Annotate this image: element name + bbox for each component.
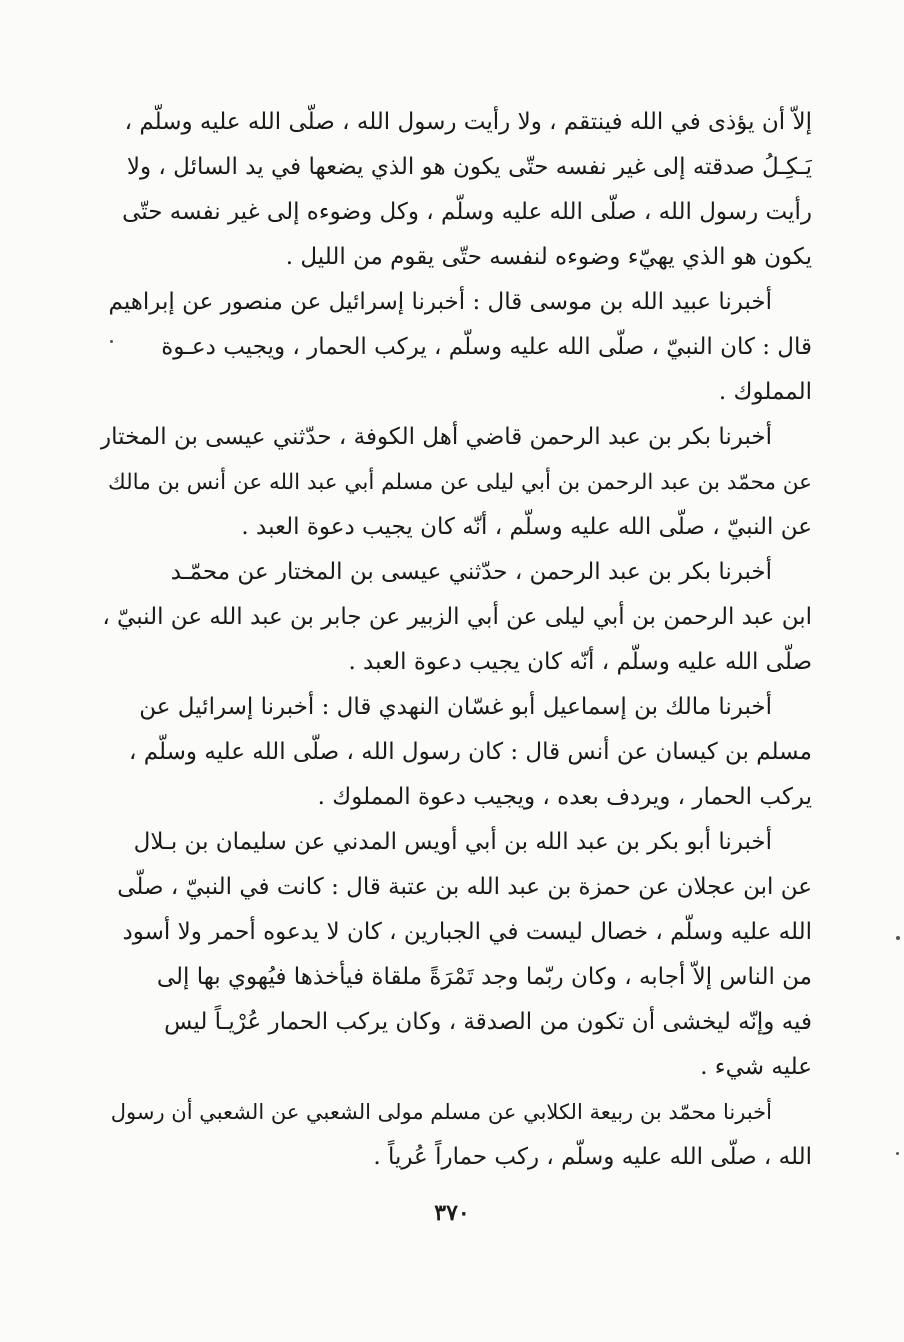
text-line: قال : كان النبيّ ، صلّى الله عليه وسلّم ، يركب الحمار ، ويجيب دعـوة — [161, 334, 812, 360]
text-line: من الناس إلاّ أجابه ، وكان ربّما وجد تَمْرَةً ملقاة فيأخذها فيُهوي بها إلى — [156, 964, 812, 990]
page-body — [100, 100, 812, 1180]
text-line: عن ابن عجلان عن حمزة بن عبد الله بن عتبة قال : كانت في النبيّ ، صلّى — [117, 874, 812, 900]
paragraph-2 — [100, 280, 812, 415]
text-line: مسلم بن كيسان عن أنس قال : كان رسول الله ، صلّى الله عليه وسلّم ، — [128, 739, 812, 765]
paragraph-3 — [100, 415, 812, 550]
paragraph-5 — [100, 685, 812, 820]
text-line: أخبرنا محمّد بن ربيعة الكلابي عن مسلم مولى الشعبي عن الشعبي أن رسول — [110, 1100, 772, 1124]
text-line: يكون هو الذي يهيّء وضوءه لنفسه حتّى يقوم من الليل . — [285, 244, 812, 270]
text-line: يركب الحمار ، ويردف بعده ، ويجيب دعوة المملوك . — [317, 784, 812, 810]
text-line: الله عليه وسلّم ، خصال ليست في الجبارين ، كان لا يدعوه أحمر ولا أسود — [122, 919, 812, 945]
paragraph-7 — [100, 1090, 812, 1180]
text-line: ابن عبد الرحمن بن أبي ليلى عن أبي الزبير عن جابر بن عبد الله عن النبيّ ، — [102, 604, 812, 630]
scan-speck — [896, 936, 900, 940]
text-line: أخبرنا مالك بن إسماعيل أبو غسّان النهدي قال : أخبرنا إسرائيل عن — [139, 694, 772, 720]
text-line: أخبرنا أبو بكر بن عبد الله بن أبي أويس المدني عن سليمان بن بـلال — [133, 829, 772, 855]
paragraph-1 — [100, 100, 812, 280]
paragraph-4 — [100, 550, 812, 685]
text-line: الله ، صلّى الله عليه وسلّم ، ركب حماراً عُرياً . — [373, 1144, 812, 1170]
scan-speck — [110, 340, 113, 343]
text-line: أخبرنا عبيد الله بن موسى قال : أخبرنا إسرائيل عن منصور عن إبراهيم — [108, 289, 772, 315]
text-line: يَـكِـلُ صدقته إلى غير نفسه حتّى يكون هو الذي يضعها في يد السائل ، ولا — [126, 154, 812, 180]
text-line: إلاّ أن يؤذى في الله فينتقم ، ولا رأيت رسول الله ، صلّى الله عليه وسلّم ، — [124, 109, 812, 135]
text-line: فيه وإنّه ليخشى أن تكون من الصدقة ، وكان يركب الحمار عُرْيـاً ليس — [164, 1009, 812, 1035]
text-line: رأيت رسول الله ، صلّى الله عليه وسلّم ، وكل وضوءه إلى غير نفسه حتّى — [122, 199, 812, 225]
text-line: صلّى الله عليه وسلّم ، أنّه كان يجيب دعوة العبد . — [348, 649, 812, 675]
text-line: عن محمّد بن عبد الرحمن بن أبي ليلى عن مسلم أبي عبد الله عن أنس بن مالك — [108, 470, 812, 495]
text-line: عليه شيء . — [700, 1054, 812, 1080]
scan-speck — [896, 1152, 899, 1155]
paragraph-6 — [100, 820, 812, 1090]
text-line: المملوك . — [718, 379, 812, 405]
page-number: ٣٧٠ — [434, 1200, 470, 1226]
text-line: أخبرنا بكر بن عبد الرحمن ، حدّثني عيسى بن المختار عن محمّـد — [170, 559, 772, 585]
text-line: عن النبيّ ، صلّى الله عليه وسلّم ، أنّه كان يجيب دعوة العبد . — [241, 514, 812, 540]
text-line: أخبرنا بكر بن عبد الرحمن قاضي أهل الكوفة ، حدّثني عيسى بن المختار — [100, 424, 772, 450]
